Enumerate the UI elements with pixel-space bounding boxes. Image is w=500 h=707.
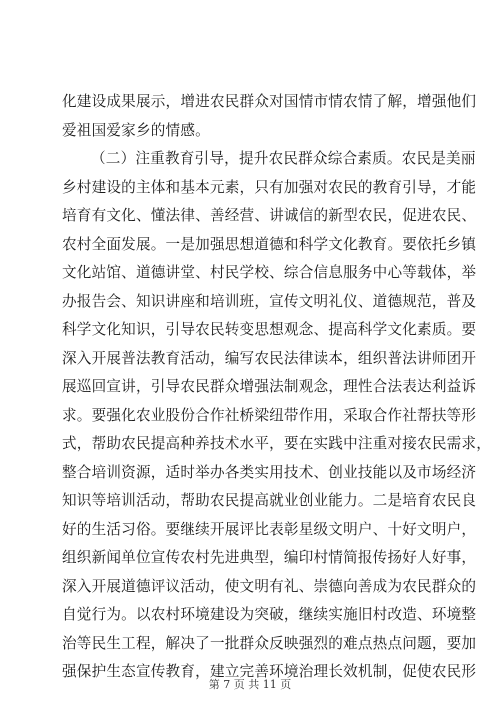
text-line: 化建设成果展示，增进农民群众对国情市情农情了解，增强他们 [62,93,477,110]
text-line: 展巡回宣讲，引导农民群众增强法制观念，理性合法表达利益诉 [62,378,477,395]
text-line: 办报告会、知识讲座和培训班，宣传文明礼仪、道德规范，普及 [62,292,477,310]
text-line: 强保护生态宣传教育，建立完善环境治理长效机制，促使农民形 [62,663,477,680]
body-text [62,88,492,687]
text-line: 求。要强化农业股份合作社桥梁纽带作用，采取合作社帮扶等形 [62,406,477,424]
text-line: 深入开展道德评议活动，使文明有礼、崇德向善成为农民群众的 [62,577,477,595]
text-line: 知识等培训活动，帮助农民提高就业创业能力。二是培育农民良 [62,492,477,509]
text-line: 爱祖国爱家乡的情感。 [62,121,210,139]
paragraph-first-line: （二）注重教育引导，提升农民群众综合素质。农民是美丽 [91,150,476,167]
text-line: 好的生活习俗。要继续开展评比表彰星级文明户、十好文明户， [62,520,477,538]
text-line: 文化站馆、道德讲堂、村民学校、综合信息服务中心等载体，举 [62,264,477,281]
page-number-footer: 第 7 页 共 11 页 [208,678,292,691]
text-line: 组织新闻单位宣传农村先进典型，编印村情简报传扬好人好事， [62,549,477,566]
text-line: 自觉行为。以农村环境建设为突破，继续实施旧村改造、环境整 [62,606,477,623]
text-line: 培育有文化、懂法律、善经营、讲诚信的新型农民，促进农民、 [62,207,477,224]
text-line: 整合培训资源，适时举办各类实用技术、创业技能以及市场经济 [62,463,477,481]
text-line: 农村全面发展。一是加强思想道德和科学文化教育。要依托乡镇 [62,235,477,253]
text-line: 乡村建设的主体和基本元素，只有加强对农民的教育引导，才能 [62,178,477,196]
text-line: 深入开展普法教育活动，编写农民法律读本，组织普法讲师团开 [62,349,477,367]
text-line: 式，帮助农民提高种养技术水平，要在实践中注重对接农民需求， [62,435,492,452]
text-line: 科学文化知识，引导农民转变思想观念、提高科学文化素质。要 [62,321,477,338]
text-line: 治等民生工程，解决了一批群众反映强烈的难点热点问题，要加 [62,634,477,652]
